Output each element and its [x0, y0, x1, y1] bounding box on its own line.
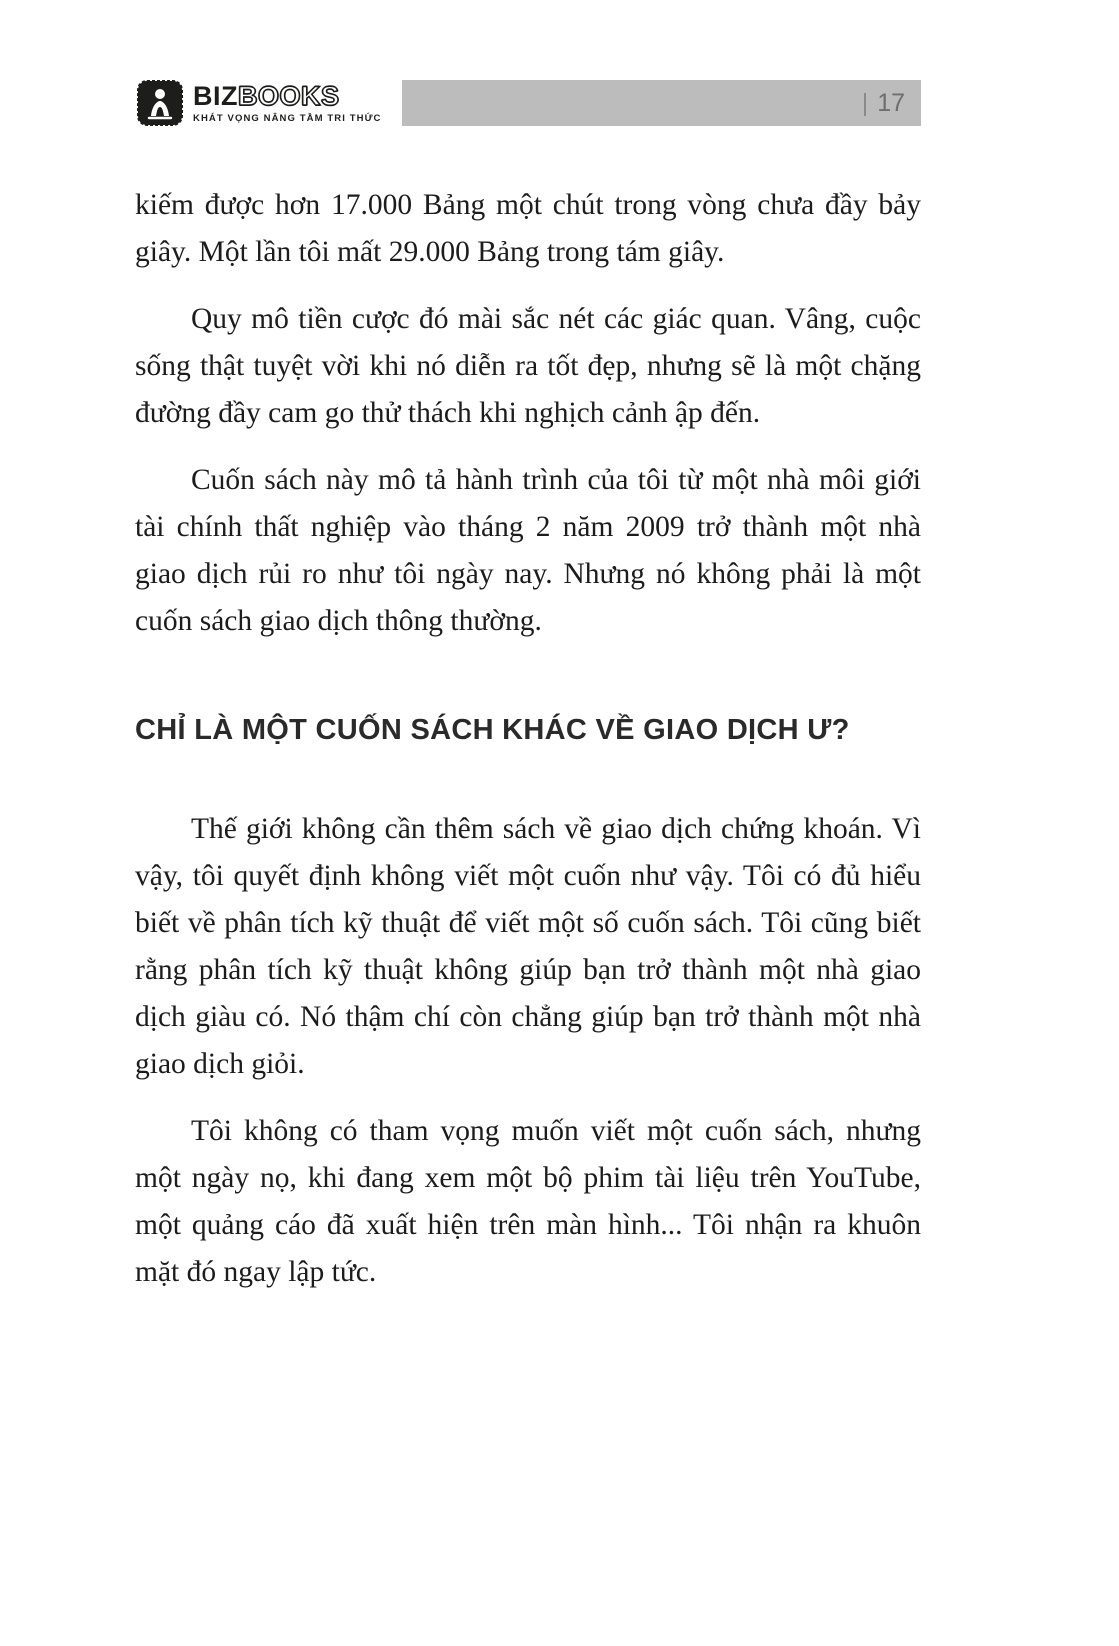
- brand-name-books: BOOKS: [238, 80, 340, 111]
- bizbooks-logo-icon: [137, 80, 183, 126]
- page-number-divider: |: [861, 88, 869, 117]
- paragraph: Thế giới không cần thêm sách về giao dịch chứng khoán. Vì vậy, tôi quyết định không viết một cuốn như vậy. Tôi có đủ hiểu biết về phân tích kỹ thuật để viết một số cuốn sách. Tôi cũng biết rằng phân tích kỹ thuật không giúp bạn trở thành một nhà giao dịch giàu có. Nó thậm chí còn chẳng giúp bạn trở thành một nhà giao dịch giỏi.: [135, 813, 921, 1080]
- brand-logo: [135, 74, 402, 132]
- page-number: [862, 89, 921, 118]
- section-heading: CHỈ LÀ MỘT CUỐN SÁCH KHÁC VỀ GIAO DỊCH Ư?: [135, 714, 850, 746]
- brand-tagline: KHÁT VỌNG NÂNG TẦM TRI THỨC: [193, 112, 382, 124]
- brand-name-biz: BIZ: [193, 80, 238, 111]
- page-number-value: 17: [877, 88, 905, 117]
- brand-text: [193, 80, 382, 124]
- body-text: [135, 182, 921, 1296]
- brand-name: [193, 80, 382, 111]
- paragraph: Quy mô tiền cược đó mài sắc nét các giác quan. Vâng, cuộc sống thật tuyệt vời khi nó diễn ra tốt đẹp, nhưng sẽ là một chặng đường đầy cam go thử thách khi nghịch cảnh ập đến.: [135, 303, 921, 429]
- paragraph: Cuốn sách này mô tả hành trình của tôi từ một nhà môi giới tài chính thất nghiệp vào tháng 2 năm 2009 trở thành một nhà giao dịch rủi ro như tôi ngày nay. Nhưng nó không phải là một cuốn sách giao dịch thông thường.: [135, 464, 921, 637]
- paragraph: kiếm được hơn 17.000 Bảng một chút trong vòng chưa đầy bảy giây. Một lần tôi mất 29.000 Bảng trong tám giây.: [135, 189, 921, 268]
- content-column: [135, 0, 921, 1316]
- page-header: [135, 80, 921, 126]
- paragraph: Tôi không có tham vọng muốn viết một cuốn sách, nhưng một ngày nọ, khi đang xem một bộ phim tài liệu trên YouTube, một quảng cáo đã xuất hiện trên màn hình... Tôi nhận ra khuôn mặt đó ngay lập tức.: [135, 1115, 921, 1288]
